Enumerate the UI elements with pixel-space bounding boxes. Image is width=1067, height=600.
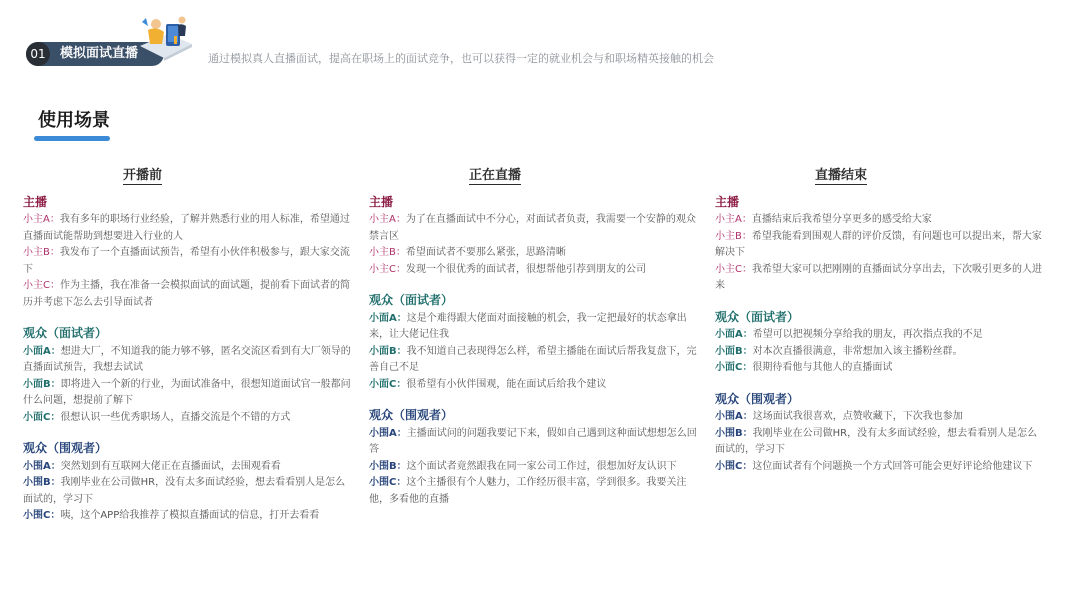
column-heading [469,168,669,185]
quote-text: 很想认识一些优秀职场人，直播交流是个不错的方式 [60,411,291,423]
column-before [23,168,353,539]
quote-item [23,475,353,508]
group-watch [369,407,699,508]
quote-item [23,508,353,525]
speaker-label: 小主A： [23,214,60,225]
speaker-label: 小面B： [23,378,61,390]
speaker-label: 小主C： [715,263,752,275]
quote-text: 这场面试我很喜欢，点赞收藏下，下次我也参加 [752,411,963,422]
speaker-label: 小面C： [715,362,753,373]
quote-text: 突然划到有互联网大佬正在直播面试，去围观看看 [60,460,281,472]
group-title: 观众（面试者） [715,309,800,324]
speaker-label: 小主C： [23,280,60,291]
quote-item [369,475,699,508]
quote-text: 希望可以把视频分享给我的朋友，再次指点我的不足 [752,329,983,340]
quote-item [715,212,1045,229]
quote-item [369,212,699,245]
column-after [715,168,1045,489]
quote-text: 想进大厂，不知道我的能力够不够，匿名交流区看到有大厂领导的直播面试预告，我想去试试 [23,345,351,373]
group-title: 主播 [369,194,394,209]
quote-item [23,212,353,245]
group-watch [23,440,353,525]
group-watch [715,391,1045,476]
quote-item [369,426,699,459]
quote-text: 我发布了一个直播面试预告，希望有小伙伴积极参与，跟大家交流下 [23,247,350,275]
quote-text: 希望我能看到围观人群的评价反馈，有问题也可以提出来，帮大家解决下 [715,230,1042,258]
group-host [369,194,699,279]
group-title: 主播 [715,194,740,209]
section-underline [34,136,110,141]
speaker-label: 小面B： [715,345,753,357]
quote-text: 很期待看他与其他人的直播面试 [752,362,893,373]
speaker-label: 小面C： [23,411,61,423]
header-title: 模拟面试直播 [60,46,139,61]
header-number: 01 [26,42,50,66]
quote-text: 我不知道自己表现得怎么样，希望主播能在面试后帮我复盘下，完善自己不足 [369,345,697,373]
quote-item [715,426,1045,459]
speaker-label: 小围B： [23,477,61,488]
group-title: 观众（围观者） [23,441,108,455]
quote-item [715,459,1045,476]
quote-text: 我刚毕业在公司做HR，没有太多面试经验，想去看看别人是怎么面试的，学习下 [715,427,1038,455]
quote-item [369,344,699,377]
quote-item [369,262,699,279]
quote-item [369,311,699,344]
quote-text: 我刚毕业在公司做HR，没有太多面试经验，想去看看别人是怎么面试的，学习下 [23,477,346,505]
quote-item [715,409,1045,426]
quote-text: 这位面试者有个问题换一个方式回答可能会更好评论给他建议下 [752,460,1033,472]
speaker-label: 小主A： [715,214,752,225]
column-heading [123,168,323,185]
speaker-label: 小围B： [369,460,407,472]
quote-item [715,327,1045,344]
speaker-label: 小主C： [369,263,406,275]
speaker-label: 小面A： [715,329,753,340]
quote-item [23,245,353,278]
quote-item [369,459,699,476]
quote-text: 这是个难得跟大佬面对面接触的机会，我一定把最好的状态拿出来，让大佬记住我 [369,312,687,340]
quote-item [715,262,1045,295]
quote-item [23,377,353,410]
quote-text: 为了在直播面试中不分心，对面试者负责，我需要一个安静的观众禁言区 [369,214,696,242]
quote-text: 我希望大家可以把刚刚的直播面试分享出去，下次吸引更多的人进来 [715,263,1042,291]
speaker-label: 小面A： [23,345,61,357]
quote-item [369,245,699,262]
column-heading [815,168,1015,185]
quote-text: 作为主播，我在准备一会模拟面试的面试题，提前看下面试者的简历并考虑下怎么去引导面试者 [23,280,350,308]
speaker-label: 小围C： [369,477,407,488]
quote-item [715,344,1045,361]
quote-text: 这个主播很有个人魅力，工作经历很丰富，学到很多。我要关注他，多看他的直播 [369,477,687,505]
quote-text: 我有多年的职场行业经验，了解并熟悉行业的用人标准，希望通过直播面试能帮助到想要进入行业的人 [23,214,350,242]
quote-item [369,377,699,394]
speaker-label: 小围C： [715,460,753,472]
quote-text: 希望面试者不要那么紧张，思路清晰 [405,247,566,258]
group-aud [369,292,699,393]
quote-item [23,278,353,311]
column-heading-text: 直播结束 [815,168,868,183]
group-title: 观众（围观者） [369,408,454,422]
speaker-label: 小面C： [369,378,407,390]
group-aud [715,309,1045,377]
column-heading-text: 正在直播 [469,168,522,183]
speaker-label: 小围C： [23,510,61,521]
speaker-label: 小围A： [715,411,753,422]
group-title: 观众（面试者） [23,326,108,340]
speaker-label: 小主B： [23,247,60,258]
header-description: 通过模拟真人直播面试，提高在职场上的面试竞争，也可以获得一定的就业机会与和职场精英接触的机会 [208,52,714,65]
quote-text: 直播结束后我希望分享更多的感受给大家 [751,214,932,225]
quote-text: 主播面试问的问题我要记下来，假如自己遇到这种面试想想怎么回答 [369,427,697,455]
quote-text: 对本次直播很满意，非常想加入该主播粉丝群。 [752,345,963,357]
group-title: 观众（面试者） [369,293,454,307]
speaker-label: 小面B： [369,345,407,357]
group-aud [23,325,353,426]
quote-text: 很希望有小伙伴围观，能在面试后给我个建议 [406,378,607,390]
group-host [23,194,353,312]
section-title: 使用场景 [38,110,110,131]
group-title: 观众（围观者） [715,391,800,406]
speaker-label: 小主B： [715,230,752,242]
quote-text: 咦，这个APP给我推荐了模拟直播面试的信息，打开去看看 [60,510,320,521]
speaker-label: 小主B： [369,247,406,258]
speaker-label: 小围B： [715,427,753,439]
group-title: 主播 [23,194,48,209]
quote-item [23,459,353,476]
speaker-label: 小围A： [23,460,61,472]
speaker-label: 小主A： [369,214,406,225]
quote-text: 即将进入一个新的行业，为面试准备中，很想知道面试官一般都问什么问题，想提前了解下 [23,378,351,406]
group-host [715,194,1045,295]
column-live [369,168,699,522]
speaker-label: 小围A： [369,427,407,439]
quote-item [715,229,1045,262]
quote-item [23,410,353,427]
live-interview-illustration [134,10,196,62]
quote-item [23,344,353,377]
speaker-label: 小面A： [369,312,407,324]
quote-item [715,360,1045,377]
quote-text: 发现一个很优秀的面试者，很想帮他引荐到朋友的公司 [405,263,646,275]
column-heading-text: 开播前 [123,168,163,183]
quote-text: 这个面试者竟然跟我在同一家公司工作过，很想加好友认识下 [406,460,677,472]
